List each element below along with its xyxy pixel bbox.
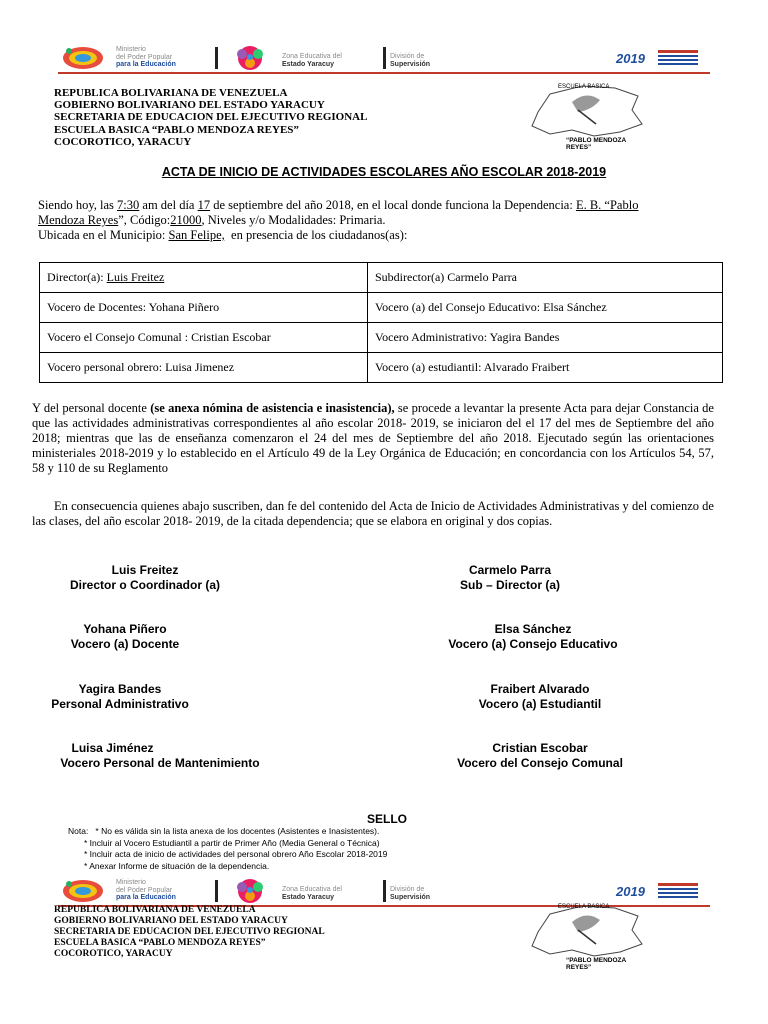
table-cell: Vocero personal obrero: Luisa Jimenez <box>40 353 368 383</box>
institution-header-footer <box>54 905 325 960</box>
table-cell: Vocero Administrativo: Yagira Bandes <box>368 323 723 353</box>
intro-text: Siendo hoy, las <box>38 198 118 212</box>
intro-text: en presencia de los ciudadanos(as): <box>224 228 408 242</box>
intro-day: 17 <box>197 198 211 212</box>
intro-dependency: E. B. “Pablo <box>575 198 639 212</box>
signature-role: Director o Coordinador (a) <box>69 578 220 592</box>
table-row <box>40 323 723 353</box>
intro-text: Ubicada en el Municipio: <box>38 228 169 242</box>
intro-municipality: San Felipe, <box>168 228 225 242</box>
director-name: Luis Freitez <box>106 270 165 284</box>
division-line: Supervisión <box>390 60 431 68</box>
table-cell: Vocero (a) del Consejo Educativo: Elsa Sánchez <box>368 293 723 323</box>
ministry-line: Ministerio <box>116 879 146 886</box>
signature-block <box>30 682 210 712</box>
intro-text: de septiembre del año 2018, en el local donde funciona la Dependencia: <box>210 198 576 212</box>
ministry-line: Ministerio <box>116 46 146 53</box>
top-banner <box>58 44 710 74</box>
signature-block <box>430 682 650 712</box>
seal-label: SELLO <box>367 812 408 826</box>
signature-name: Carmelo Parra <box>468 563 552 577</box>
banner-divider <box>383 880 386 902</box>
year-badge-text: 2019 <box>616 51 645 66</box>
intro-time: 7:30 <box>117 198 140 212</box>
school-logo <box>520 80 650 151</box>
banner-rule <box>58 72 710 74</box>
intro-code: 21000 <box>170 213 202 227</box>
signature-block <box>430 741 650 771</box>
intro-text: ”, Código: <box>118 213 171 227</box>
header-line: SECRETARIA DE EDUCACION DEL EJECUTIVO REGIONAL <box>54 111 368 124</box>
header-line: REPUBLICA BOLIVARIANA DE VENEZUELA <box>54 87 288 99</box>
header-line: SECRETARIA DE EDUCACION DEL EJECUTIVO REGIONAL <box>54 927 325 937</box>
signature-block <box>410 563 610 593</box>
logo-bottom-text: “PABLO MENDOZA REYES” <box>566 957 626 971</box>
year-badge <box>616 50 645 68</box>
signature-role: Vocero del Consejo Comunal <box>457 756 623 770</box>
logo-bottom-text: “PABLO MENDOZA REYES” <box>566 137 626 151</box>
table-row <box>40 353 723 383</box>
institution-header <box>54 87 367 148</box>
signature-name: Fraibert Alvarado <box>490 682 590 696</box>
zone-line: Zona Educativa del <box>282 886 342 893</box>
intro-text: am del día <box>139 198 198 212</box>
signature-name: Luisa Jiménez <box>71 741 154 755</box>
note-item: * Anexar Informe de situación de la dependencia. <box>84 860 270 871</box>
body-bold-text: (se anexa nómina de asistencia e inasistencia), <box>150 401 395 415</box>
notes-block <box>68 826 588 872</box>
header-line: GOBIERNO BOLIVARIANO DEL ESTADO YARACUY <box>54 916 288 926</box>
signature-role: Vocero (a) Docente <box>70 637 180 651</box>
banner-divider <box>383 47 386 69</box>
signature-role: Vocero (a) Estudiantil <box>478 697 602 711</box>
header-line: GOBIERNO BOLIVARIANO DEL ESTADO YARACUY <box>54 99 325 112</box>
zone-line: Estado Yaracuy <box>282 893 335 901</box>
division-line: Supervisión <box>390 893 431 901</box>
spokespersons-table <box>39 262 723 383</box>
header-line: REPUBLICA BOLIVARIANA DE VENEZUELA <box>54 905 256 915</box>
body-paragraph <box>32 401 714 476</box>
intro-text: , Niveles y/o Modalidades: Primaria. <box>201 213 386 227</box>
table-cell <box>40 263 368 293</box>
flag-stripes-icon <box>658 50 698 71</box>
body-text: se procede a levantar la presente Acta para dejar Constancia de que las actividades administrativas correspondientes al año escolar 2018- 2019, se iniciaron del el 17 del mes de Septiembre del año 2018; mientras que las de enseñanza comenzaron el 24 del mes de Septiembre del año 2018. Ejecutado según las orientaciones ministeriales 2018-2019 y lo establecido en el Artículo 49 de la Ley Orgánica de Educación; en concordancia con los Artículos 54, 57, 58 y 110 de su Reglamento <box>32 401 714 475</box>
ministry-line: para la Educación <box>116 61 176 68</box>
signature-block <box>40 741 280 771</box>
table-cell: Vocero el Consejo Comunal : Cristian Escobar <box>40 323 368 353</box>
header-line: ESCUELA BASICA “PABLO MENDOZA REYES” <box>54 123 299 136</box>
signature-name: Luis Freitez <box>111 563 179 577</box>
signature-role: Vocero (a) Consejo Educativo <box>448 637 618 651</box>
zone-line: Zona Educativa del <box>282 53 342 60</box>
signature-name: Elsa Sánchez <box>494 622 572 636</box>
header-line: ESCUELA BASICA “PABLO MENDOZA REYES” <box>54 938 266 948</box>
table-row <box>40 263 723 293</box>
header-line: COCOROTICO, YARACUY <box>54 135 192 148</box>
division-line: División de <box>390 53 425 60</box>
zone-line: Estado Yaracuy <box>282 60 335 68</box>
ministry-line: del Poder Popular <box>116 886 173 894</box>
table-row <box>40 293 723 323</box>
signature-name: Yagira Bandes <box>78 682 162 696</box>
year-badge-text: 2019 <box>616 884 645 899</box>
intro-paragraph <box>38 198 718 243</box>
ministry-line: del Poder Popular <box>116 53 173 61</box>
table-cell: Subdirector(a) Carmelo Parra <box>368 263 723 293</box>
division-line: División de <box>390 886 425 893</box>
year-badge <box>616 883 645 901</box>
table-cell: Vocero de Docentes: Yohana Piñero <box>40 293 368 323</box>
header-line: COCOROTICO, YARACUY <box>54 949 173 959</box>
signature-name: Cristian Escobar <box>492 741 588 755</box>
table-cell: Vocero (a) estudiantil: Alvarado Fraibert <box>368 353 723 383</box>
body-text: Y del personal docente <box>32 401 151 415</box>
signature-role: Personal Administrativo <box>51 697 189 711</box>
logo-top-text: ESCUELA BASICA <box>558 904 610 910</box>
notes-label: Nota: <box>68 826 89 836</box>
signature-role: Vocero Personal de Mantenimiento <box>60 756 260 770</box>
signature-block <box>35 622 215 652</box>
signature-role: Sub – Director (a) <box>459 578 561 592</box>
document-title: ACTA DE INICIO DE ACTIVIDADES ESCOLARES AÑO ESCOLAR 2018-2019 <box>161 165 607 179</box>
note-item: * Incluir al Vocero Estudiantil a partir de Primer Año (Media General o Técnica) <box>84 837 380 848</box>
signature-block <box>45 563 245 593</box>
closing-paragraph: En consecuencia quienes abajo suscriben, dan fe del contenido del Acta de Inicio de Actividades Administrativas y del comienzo de las clases, del año escolar 2018- 2019, de la citada dependencia; que se elabora en original y dos copias. <box>32 499 714 528</box>
cell-label: Director(a): <box>47 270 107 284</box>
ministry-line: para la Educación <box>116 894 176 901</box>
signature-block <box>418 622 648 652</box>
banner-divider <box>215 880 218 902</box>
school-logo <box>520 900 650 971</box>
intro-dependency: Mendoza Reyes <box>38 213 119 227</box>
banner-divider <box>215 47 218 69</box>
signature-name: Yohana Piñero <box>83 622 167 636</box>
logo-top-text: ESCUELA BASICA <box>558 84 610 90</box>
note-item: * Incluir acta de inicio de actividades del personal obrero Año Escolar 2018-2019 <box>84 849 388 859</box>
flag-stripes-icon <box>658 883 698 904</box>
note-item: * No es válida sin la lista anexa de los docentes (Asistentes e Inasistentes). <box>95 826 380 836</box>
